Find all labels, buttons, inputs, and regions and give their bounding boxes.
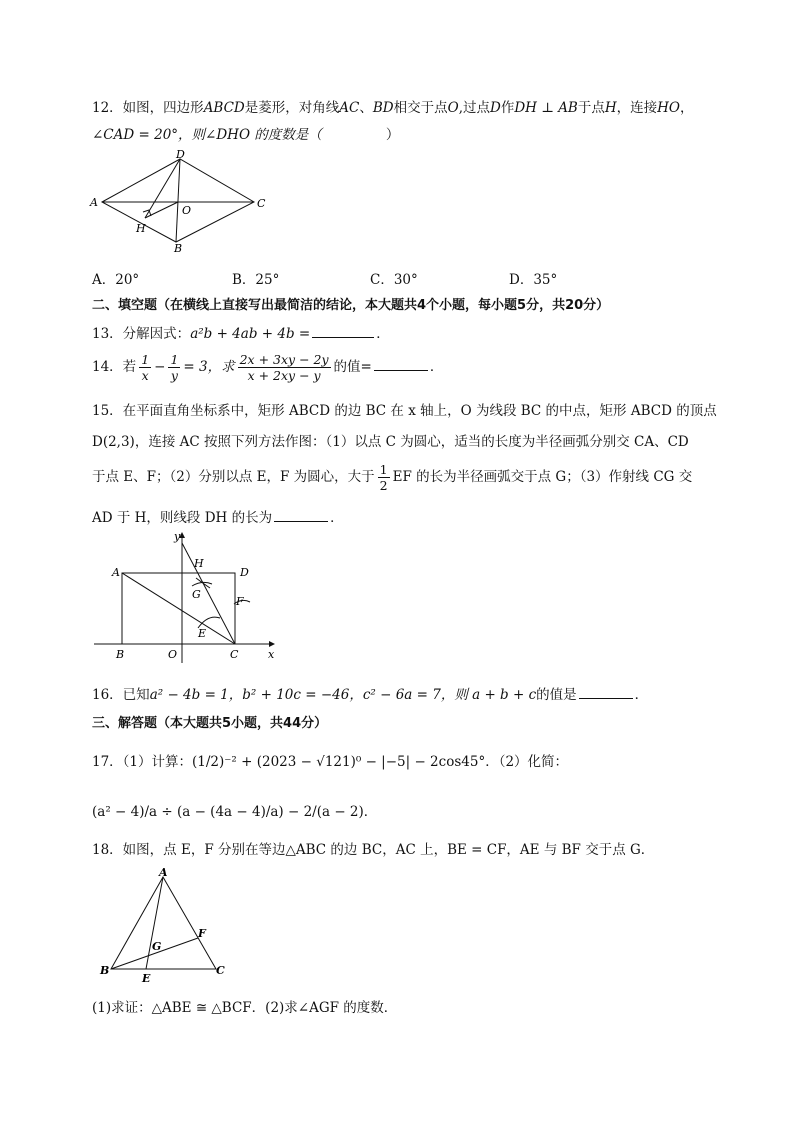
q14-eq: = 3，求 xyxy=(183,359,235,375)
q15-label-a: A xyxy=(112,566,120,579)
q17-line1: 17．（1）计算：(1/2)⁻² + (2023 − √121)⁰ − |−5| − 2cos45°．（2）化简： xyxy=(92,754,569,770)
q12-o: O xyxy=(447,100,459,116)
q12-rhombus-figure xyxy=(88,148,278,258)
q15-label-x: x xyxy=(268,648,275,661)
section-3-heading: 三、解答题（本大题共5小题，共44分） xyxy=(92,716,328,731)
q12-angle-text: ∠CAD = 20°，则∠DHO 的度数是（ xyxy=(92,127,322,143)
q12-text: 于点 xyxy=(577,100,605,116)
q12-label-d: D xyxy=(176,148,185,161)
q14-frac2-num: 1 xyxy=(170,352,179,367)
q12-text: 相交于点 xyxy=(393,100,448,116)
q15-line3 xyxy=(92,462,692,493)
q15-line4 xyxy=(92,506,344,526)
q18-label-a: A xyxy=(159,866,168,879)
q18-label-e: E xyxy=(142,972,151,984)
q14-minus: − xyxy=(154,359,166,375)
q18-label-f: F xyxy=(198,927,206,940)
q12-text: ,过点 xyxy=(458,100,490,116)
q14-frac3-den: x + 2xy − y xyxy=(247,368,321,383)
q14-suffix: 的值= xyxy=(333,359,372,375)
q16 xyxy=(92,683,648,703)
q18-label-b: B xyxy=(100,964,110,977)
q13-expr: a²b + 4ab + 4b = xyxy=(190,326,311,342)
q12-label-b: B xyxy=(174,242,183,255)
q18-label-c: C xyxy=(216,964,225,977)
q15-half-den: 2 xyxy=(379,478,388,493)
q15-label-e: E xyxy=(198,627,207,640)
q13 xyxy=(92,322,390,342)
q12-label-a: A xyxy=(90,196,98,209)
q14-frac1-den: x xyxy=(141,368,149,383)
q12-bd: BD xyxy=(372,100,394,116)
q12-text: 12．如图，四边形 xyxy=(92,100,204,116)
q14-end: ． xyxy=(429,359,444,375)
q15-coordinate-figure xyxy=(94,528,294,663)
q12-sep: 、 xyxy=(359,100,373,116)
q12-paren-close: ） xyxy=(385,127,400,143)
q12-line1 xyxy=(92,96,693,116)
q12-dh-ab: DH ⊥ AB xyxy=(514,100,578,116)
q15-label-y: y xyxy=(174,530,181,543)
q15-label-o: O xyxy=(168,648,178,661)
q18-label-g: G xyxy=(152,940,162,953)
q16-expr: a² − 4b = 1，b² + 10c = −46，c² − 6a = 7，则 a + b + c xyxy=(149,687,537,703)
q14 xyxy=(92,352,443,383)
q12-ho: HO xyxy=(657,100,680,116)
q12-label-o: O xyxy=(182,204,192,217)
q12-label-c: C xyxy=(257,197,266,210)
q14-frac2-den: y xyxy=(170,368,178,383)
q18-triangle-figure xyxy=(96,866,236,984)
q13-suffix: ． xyxy=(376,326,390,342)
q15-line2: D(2,3)，连接 AC 按照下列方法作图：（1）以点 C 为圆心，适当的长度为半径画弧分别交 CA、CD xyxy=(92,434,689,450)
q14-frac3-num: 2x + 3xy − 2y xyxy=(239,352,329,367)
q15-line3a: 于点 E、F；（2）分别以点 E，F 为圆心，大于 xyxy=(92,469,375,485)
q15-label-c: C xyxy=(230,648,239,661)
q12-h: H xyxy=(604,100,617,116)
q12-abcd: ABCD xyxy=(203,100,245,116)
q12-line2 xyxy=(92,123,399,143)
q13-prefix: 13．分解因式： xyxy=(92,326,191,342)
q12-text: ，连接 xyxy=(616,100,658,116)
q12-option-c: C．30° xyxy=(370,272,418,288)
q15-end: ． xyxy=(330,510,344,526)
q17-line2: (a² − 4)/a ÷ (a − (4a − 4)/a) − 2/(a − 2)． xyxy=(92,804,378,820)
q12-ac: AC xyxy=(339,100,360,116)
q12-option-b: B．25° xyxy=(232,272,280,288)
q14-frac1-num: 1 xyxy=(141,352,150,367)
q18-line2: (1)求证：△ABE ≅ △BCF．(2)求∠AGF 的度数． xyxy=(92,1000,398,1016)
q15-label-f: F xyxy=(236,595,244,608)
q12-text: ， xyxy=(679,100,694,116)
q15-label-b: B xyxy=(116,648,125,661)
section-2-heading: 二、填空题（在横线上直接写出最简洁的结论，本大题共4个小题，每小题5分，共20分） xyxy=(92,298,610,313)
q12-text: 作 xyxy=(500,100,515,116)
q12-option-d: D．35° xyxy=(509,272,558,288)
q15-label-g: G xyxy=(192,588,201,601)
q12-text: 是菱形，对角线 xyxy=(244,100,340,116)
q14-prefix: 14．若 xyxy=(92,359,137,375)
q15-half-num: 1 xyxy=(379,462,388,477)
q15-line4-text: AD 于 H，则线段 DH 的长为 xyxy=(92,510,273,526)
q16-prefix: 16．已知 xyxy=(92,687,150,703)
q12-label-h: H xyxy=(136,222,146,235)
q15-line3b: EF 的长为半径画弧交于点 G；（3）作射线 CG 交 xyxy=(392,469,693,485)
q18-line1: 18．如图，点 E，F 分别在等边△ABC 的边 BC，AC 上，BE = CF，AE 与 BF 交于点 G． xyxy=(92,842,655,858)
q15-label-d: D xyxy=(240,566,249,579)
q16-end: ． xyxy=(634,687,649,703)
q12-d: D xyxy=(489,100,501,116)
q16-suffix: 的值是 xyxy=(536,687,577,703)
q15-label-h: H xyxy=(194,557,204,570)
q12-option-a: A．20° xyxy=(92,272,140,288)
q15-line1: 15．在平面直角坐标系中，矩形 ABCD 的边 BC 在 x 轴上，O 为线段 BC 的中点，矩形 ABCD 的顶点 xyxy=(92,403,717,419)
